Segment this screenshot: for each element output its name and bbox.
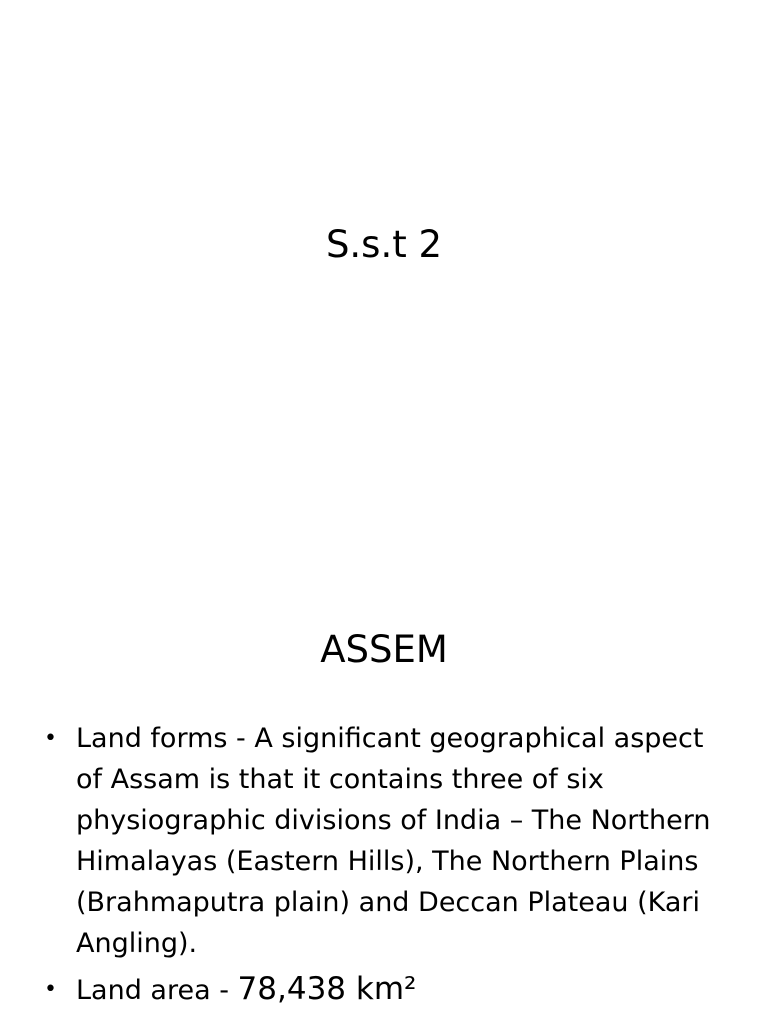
bullet-dot-icon: • (44, 977, 57, 1002)
slide-2 (0, 512, 768, 1024)
slide-2-title: ASSEM (320, 628, 448, 671)
land-area-value: 78,438 km² (237, 971, 417, 1007)
bullet-list (40, 718, 720, 1016)
bullet-dot-icon: • (44, 726, 57, 751)
bullet-item-landforms (40, 718, 720, 964)
bullet-item-land-area (40, 969, 720, 1011)
land-area-label: Land area - (76, 975, 238, 1006)
slide-1-title: S.s.t 2 (325, 223, 443, 266)
bullet-text-landforms: Land forms - A significant geographical aspect of Assam is that it contains three of six physiographic divisions of India – The Northern Himalayas (Eastern Hills), The Northern Plains (Brahmaputra plain) and Deccan Plateau (Kari Angling). (76, 723, 711, 959)
